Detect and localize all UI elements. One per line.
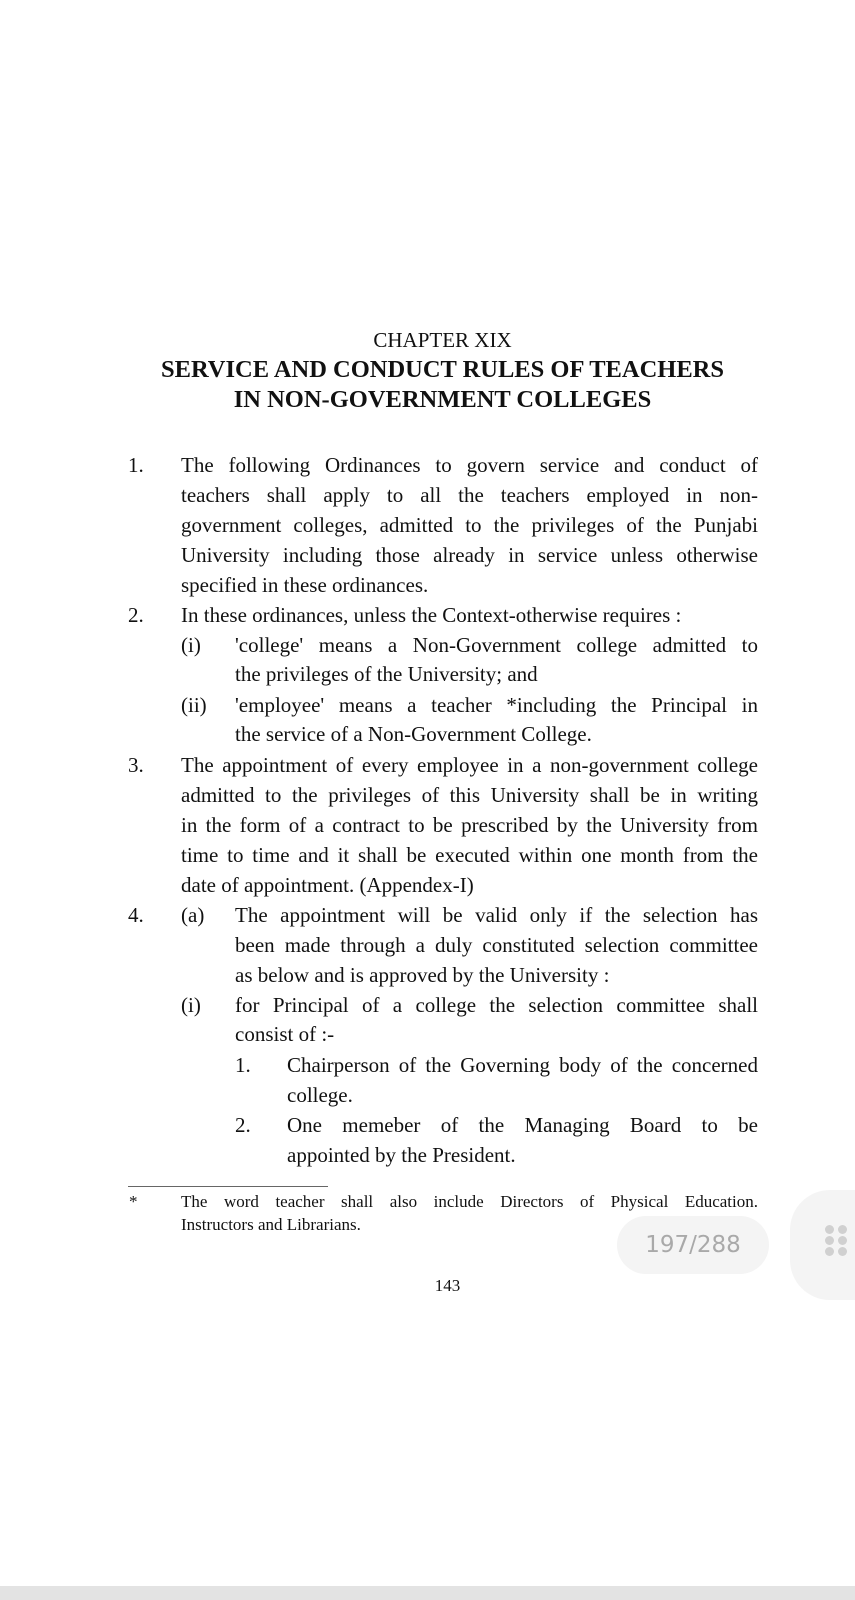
footnote-line: Instructors and Librarians.	[181, 1215, 361, 1234]
chapter-number: CHAPTER XIX	[373, 328, 512, 352]
clause-line: for Principal of a college the selection committee shall	[235, 993, 758, 1017]
clause-line: the privileges of the University; and	[235, 662, 538, 686]
footnote-marker: *	[129, 1192, 138, 1211]
clause-label: (a)	[181, 903, 205, 927]
clause-line: 'employee' means a teacher *including the Principal in	[235, 693, 758, 717]
bottom-navigation-bar	[0, 1586, 855, 1600]
section-3-line: admitted to the privileges of this University shall be in writing	[181, 783, 758, 807]
footnote-divider	[128, 1186, 328, 1187]
page-indicator[interactable]: 197/288	[617, 1216, 769, 1274]
section-3-line: date of appointment. (Appendex-I)	[181, 873, 474, 897]
sub-item-number: 1.	[235, 1053, 251, 1077]
clause-label: (i)	[181, 993, 201, 1017]
section-1-line: The following Ordinances to govern service and conduct of	[181, 453, 758, 477]
chapter-title-line-1: SERVICE AND CONDUCT RULES OF TEACHERS	[161, 356, 724, 383]
clause-line: consist of :-	[235, 1022, 335, 1046]
section-number: 4.	[128, 903, 144, 927]
clause-label: (i)	[181, 633, 201, 657]
footnote-line: The word teacher shall also include Directors of Physical Education.	[181, 1192, 758, 1211]
clause-line: 'college' means a Non-Government college admitted to	[235, 633, 758, 657]
page-number: 143	[434, 1276, 461, 1295]
section-number: 3.	[128, 753, 144, 777]
section-1-line: teachers shall apply to all the teachers employed in non-	[181, 483, 758, 507]
sub-item-number: 2.	[235, 1113, 251, 1137]
clause-line: The appointment will be valid only if the selection has	[235, 903, 758, 927]
section-1-line: University including those already in service unless otherwise	[181, 543, 758, 567]
clause-line: the service of a Non-Government College.	[235, 722, 592, 746]
section-2-intro: In these ordinances, unless the Context-otherwise requires :	[181, 603, 682, 627]
sub-item-line: appointed by the President.	[287, 1143, 516, 1167]
section-number: 2.	[128, 603, 144, 627]
sub-item-line: college.	[287, 1083, 353, 1107]
section-1-line: government colleges, admitted to the privileges of the Punjabi	[181, 513, 758, 537]
section-3-line: time to time and it shall be executed within one month from the	[181, 843, 758, 867]
section-3-line: The appointment of every employee in a non-government college	[181, 753, 758, 777]
section-3-line: in the form of a contract to be prescribed by the University from	[181, 813, 758, 837]
grip-dots-icon	[825, 1225, 849, 1255]
section-number: 1.	[128, 453, 144, 477]
clause-label: (ii)	[181, 693, 207, 717]
section-1-line: specified in these ordinances.	[181, 573, 429, 597]
sub-item-line: Chairperson of the Governing body of the concerned	[287, 1053, 758, 1077]
clause-line: as below and is approved by the University :	[235, 963, 610, 987]
chapter-title-line-2: IN NON-GOVERNMENT COLLEGES	[233, 386, 652, 413]
clause-line: been made through a duly constituted selection committee	[235, 933, 758, 957]
sub-item-line: One memeber of the Managing Board to be	[287, 1113, 758, 1137]
